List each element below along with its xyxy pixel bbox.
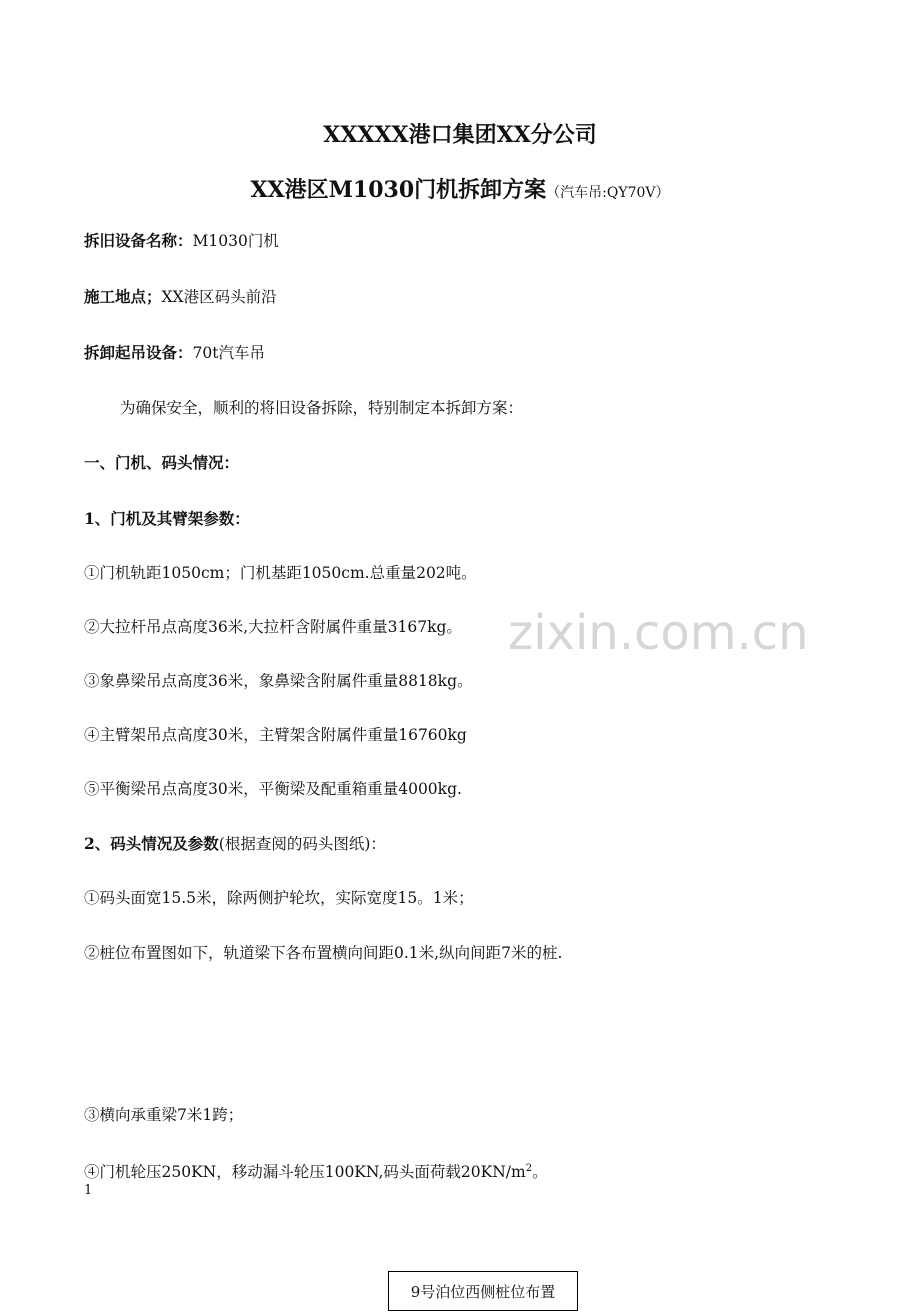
param-item: ④主臂架吊点高度30米，主臂架含附属件重量16760kg — [84, 726, 467, 744]
wharf-item: ①码头面宽15.5米，除两侧护轮坎，实际宽度15。1米； — [84, 889, 474, 907]
wharf-item-load — [84, 1158, 548, 1183]
watermark: zixin.com.cn — [508, 605, 809, 661]
crane-label: 拆卸起吊设备： — [84, 343, 193, 362]
param-item: ⑤平衡梁吊点高度30米，平衡梁及配重箱重量4000kg. — [84, 780, 462, 798]
wharf-item: ②桩位布置图如下，轨道梁下各布置横向间距0.1米,纵向间距7米的桩. — [84, 944, 563, 962]
section1-heading: 一、门机、码头情况： — [84, 453, 240, 472]
load-text: ④门机轮压250KN，移动漏斗轮压100KN,码头面荷载20KN/m — [84, 1163, 526, 1182]
crane-line — [84, 342, 265, 364]
site-line — [84, 286, 277, 308]
site-value: XX港区码头前沿 — [161, 288, 277, 306]
intro-paragraph: 为确保安全，顺利的将旧设备拆除，特别制定本拆卸方案： — [120, 399, 524, 417]
document-title: XXXXX港口集团XX分公司 — [323, 122, 597, 148]
subsection2-title: 2、码头情况及参数 — [84, 834, 219, 853]
subsection2-note: (根据查阅的码头图纸)： — [218, 835, 386, 853]
param-item: ②大拉杆吊点高度36米,大拉杆含附属件重量3167kg。 — [84, 618, 462, 636]
equipment-value: M1030门机 — [192, 232, 279, 250]
subsection2-heading — [84, 833, 386, 855]
document-subtitle — [0, 173, 920, 204]
subtitle-note: （汽车吊:QY70V） — [546, 185, 670, 201]
page-number: 1 — [84, 1183, 93, 1198]
figure-label-box: 9号泊位西侧桩位布置 — [388, 1271, 578, 1311]
load-text-end: 。 — [532, 1163, 548, 1182]
crane-value: 70t汽车吊 — [192, 344, 265, 362]
wharf-item: ③横向承重梁7米1跨； — [84, 1106, 244, 1124]
superscript-two: 2 — [525, 1163, 533, 1174]
subsection1-heading: 1、门机及其臂架参数： — [84, 509, 250, 528]
subtitle-main: XX港区M1030门机拆卸方案 — [250, 177, 547, 203]
param-item: ①门机轨距1050cm；门机基距1050cm.总重量202吨。 — [84, 564, 477, 582]
param-item: ③象鼻梁吊点高度36米，象鼻梁含附属件重量8818kg。 — [84, 672, 473, 690]
site-label: 施工地点； — [84, 287, 162, 306]
equipment-label: 拆旧设备名称： — [84, 231, 193, 250]
equipment-name-line — [84, 230, 279, 252]
